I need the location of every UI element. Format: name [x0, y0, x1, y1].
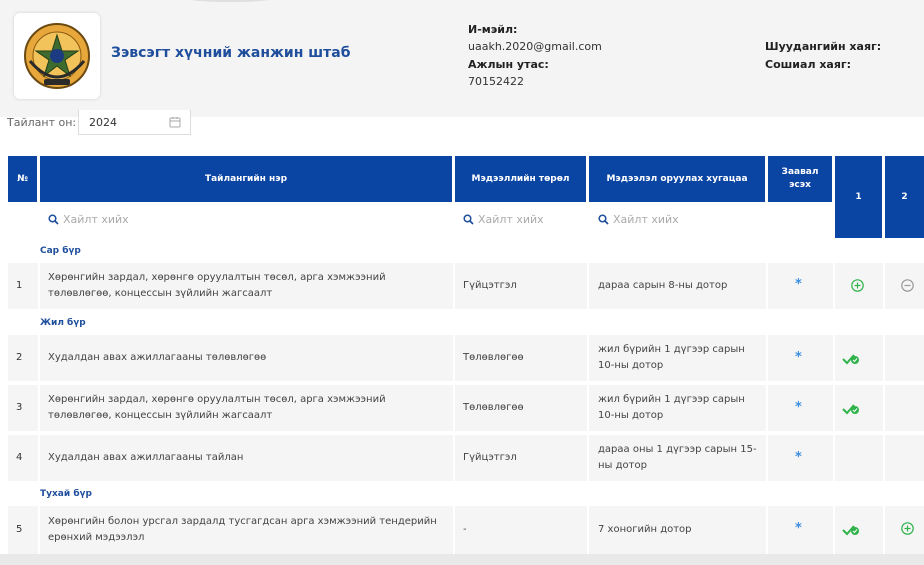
page-header [0, 0, 924, 117]
row-report-name[interactable]: Хөрөнгийн зардал, хөрөнгө оруулалтын төсөл, арга хэмжээний төлөвлөгөө, концессын зүйлийн жагсаалт [48, 272, 386, 299]
submitted-check-icon[interactable] [842, 524, 860, 536]
required-marker: * [795, 400, 802, 415]
col-header-deadline[interactable]: Мэдээлэл оруулах хугацаа [589, 156, 765, 202]
required-marker: * [795, 450, 802, 465]
row-report-name[interactable]: Хөрөнгийн болон урсгал зардалд тусгагдсан арга хэмжээний тендерийн ерөнхий мэдээлэл [48, 516, 437, 543]
row-deadline: дараа сарын 8-ны дотор [598, 280, 728, 291]
group-label-monthly: Сар бүр [40, 246, 81, 256]
email-value[interactable]: uaakh.2020@gmail.com [468, 40, 602, 53]
required-marker: * [795, 277, 802, 292]
submitted-check-icon[interactable] [842, 403, 860, 415]
deadline-search-placeholder: Хайлт хийх [613, 213, 679, 226]
postal-address-label: Шуудангийн хаяг: [765, 40, 882, 53]
name-search-placeholder: Хайлт хийх [63, 213, 129, 226]
column-divider [453, 263, 455, 554]
row-deadline: 7 хоногийн дотор [598, 524, 692, 535]
col-header-2: 2 [885, 156, 924, 238]
row-info-type: - [463, 524, 467, 535]
search-icon [598, 214, 609, 225]
calendar-icon [169, 116, 181, 128]
search-icon [463, 214, 474, 225]
header-decoration [185, 0, 275, 2]
col-header-no: № [8, 156, 37, 202]
military-emblem-icon [22, 21, 92, 91]
col-header-type[interactable]: Мэдээллийн төрөл [455, 156, 586, 202]
row-number: 5 [16, 524, 23, 535]
year-picker[interactable] [78, 110, 191, 135]
required-marker: * [795, 521, 802, 536]
column-divider [883, 263, 885, 554]
row-number: 1 [16, 280, 23, 291]
group-label-adhoc: Тухай бүр [40, 489, 92, 499]
row-info-type: Төлөвлөгөө [463, 402, 524, 413]
group-label-yearly: Жил бүр [40, 318, 86, 328]
row-number: 2 [16, 352, 23, 363]
row-report-name[interactable]: Худалдан авах ажиллагааны төлөвлөгөө [48, 352, 267, 363]
col-header-required[interactable]: Заавал эсэх [768, 156, 832, 202]
row-deadline: жил бүрийн 1 дүгээр сарын 10-ны дотор [598, 394, 745, 421]
column-divider [766, 263, 768, 554]
add-circle-icon[interactable] [901, 522, 914, 535]
year-value: 2024 [89, 116, 117, 129]
type-search-input[interactable] [463, 213, 544, 226]
type-search-placeholder: Хайлт хийх [478, 213, 544, 226]
row-report-name[interactable]: Худалдан авах ажиллагааны тайлан [48, 452, 244, 463]
remove-circle-icon[interactable] [901, 279, 914, 292]
phone-label: Ажлын утас: [468, 58, 549, 71]
column-divider [587, 263, 589, 554]
row-deadline: жил бүрийн 1 дүгээр сарын 10-ны дотор [598, 344, 745, 371]
column-divider [38, 263, 40, 554]
row-info-type: Гүйцэтгэл [463, 452, 517, 463]
submitted-check-icon[interactable] [842, 353, 860, 365]
horizontal-scrollbar[interactable] [0, 554, 924, 565]
search-icon [48, 214, 59, 225]
required-marker: * [795, 350, 802, 365]
row-number: 4 [16, 452, 23, 463]
name-search-input[interactable] [48, 213, 129, 226]
org-name[interactable]: Зэвсэгт хүчний жанжин штаб [111, 45, 351, 61]
column-divider [833, 263, 835, 554]
row-number: 3 [16, 402, 23, 413]
social-address-label: Сошиал хаяг: [765, 58, 852, 71]
add-circle-icon[interactable] [851, 279, 864, 292]
email-label: И-мэйл: [468, 23, 518, 36]
deadline-search-input[interactable] [598, 213, 679, 226]
row-info-type: Гүйцэтгэл [463, 280, 517, 291]
phone-value: 70152422 [468, 75, 524, 88]
row-info-type: Төлөвлөгөө [463, 352, 524, 363]
col-header-name[interactable]: Тайлангийн нэр [40, 156, 452, 202]
org-logo[interactable] [14, 13, 100, 99]
year-label: Тайлант он: [7, 116, 77, 129]
col-header-1: 1 [835, 156, 882, 238]
row-report-name[interactable]: Хөрөнгийн зардал, хөрөнгө оруулалтын төсөл, арга хэмжээний төлөвлөгөө, концессын зүйлийн жагсаалт [48, 394, 386, 421]
row-deadline: дараа оны 1 дүгээр сарын 15-ны дотор [598, 444, 757, 471]
